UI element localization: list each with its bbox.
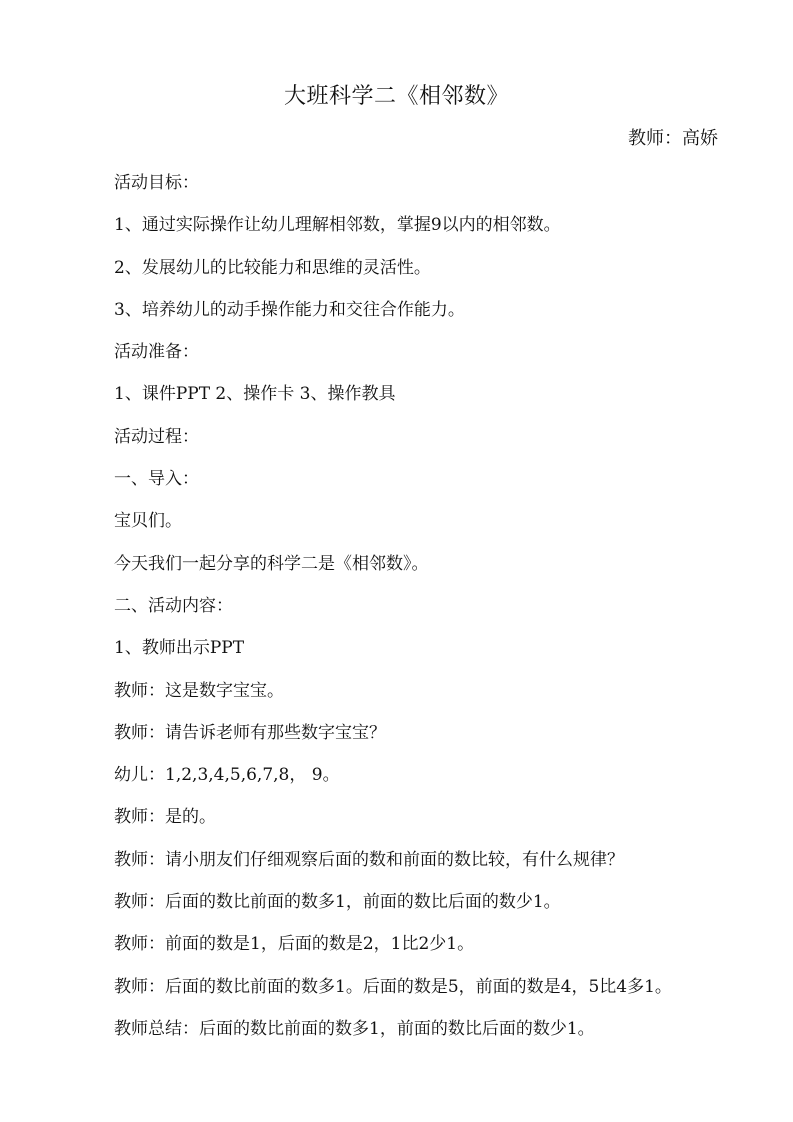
subsection-heading-intro: 一、导入： — [114, 469, 199, 490]
dialogue-line: 教师：后面的数比前面的数多1，前面的数比后面的数少1。 — [114, 892, 561, 913]
section-heading-process: 活动过程： — [114, 426, 199, 447]
dialogue-line: 教师：请告诉老师有那些数字宝宝？ — [114, 722, 386, 743]
author-line: 教师：高娇 — [628, 128, 718, 149]
dialogue-line: 教师总结：后面的数比前面的数多1，前面的数比后面的数少1。 — [114, 1018, 595, 1039]
paragraph: 宝贝们。 — [114, 511, 182, 532]
paragraph: 1、教师出示PPT — [114, 638, 245, 659]
document-title: 大班科学二《相邻数》 — [283, 84, 509, 109]
section-heading-preparation: 活动准备： — [114, 342, 199, 363]
goal-item: 1、通过实际操作让幼儿理解相邻数，掌握9以内的相邻数。 — [114, 215, 561, 236]
document-body — [114, 170, 734, 1058]
preparation-items: 1、课件PPT 2、操作卡 3、操作教具 — [114, 384, 396, 405]
dialogue-line: 幼儿：1,2,3,4,5,6,7,8， 9。 — [114, 765, 340, 786]
section-heading-goals: 活动目标： — [114, 173, 199, 193]
dialogue-line: 教师：请小朋友们仔细观察后面的数和前面的数比较，有什么规律？ — [114, 849, 624, 870]
dialogue-line: 教师：这是数字宝宝。 — [114, 680, 284, 701]
subsection-heading-content: 二、活动内容： — [114, 595, 233, 616]
dialogue-line: 教师：前面的数是1，后面的数是2，1比2少1。 — [114, 934, 475, 955]
goal-item: 3、培养幼儿的动手操作能力和交往合作能力。 — [114, 299, 465, 320]
dialogue-line: 教师：后面的数比前面的数多1。后面的数是5，前面的数是4，5比4多1。 — [114, 976, 672, 997]
paragraph: 今天我们一起分享的科学二是《相邻数》。 — [114, 553, 429, 574]
goal-item: 2、发展幼儿的比较能力和思维的灵活性。 — [114, 257, 431, 278]
dialogue-line: 教师：是的。 — [114, 807, 216, 828]
